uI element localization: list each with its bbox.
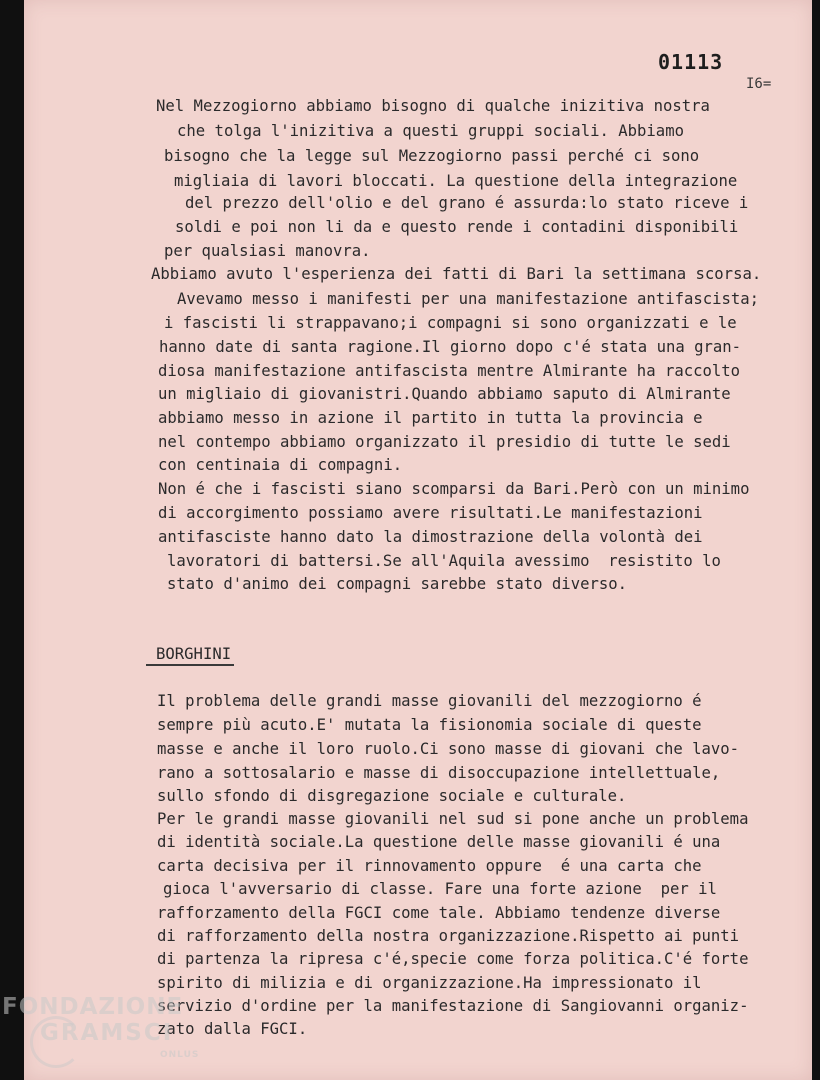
text-line: rano a sottosalario e masse di disoccupazione intellettuale, bbox=[157, 764, 721, 782]
text-line: sempre più acuto.E' mutata la fisionomia sociale di queste bbox=[157, 716, 702, 734]
typed-page bbox=[24, 0, 812, 1080]
text-line: bisogno che la legge sul Mezzogiorno passi perché ci sono bbox=[164, 147, 700, 165]
text-line: servizio d'ordine per la manifestazione di Sangiovanni organiz- bbox=[157, 997, 749, 1015]
text-line: Per le grandi masse giovanili nel sud si pone anche un problema bbox=[157, 810, 749, 828]
text-line: nel contempo abbiamo organizzato il presidio di tutte le sedi bbox=[158, 433, 731, 451]
text-line: spirito di milizia e di organizzazione.Ha impressionato il bbox=[157, 974, 702, 992]
text-line: i fascisti li strappavano;i compagni si sono organizzati e le bbox=[164, 314, 737, 332]
text-line: Nel Mezzogiorno abbiamo bisogno di qualche inizitiva nostra bbox=[156, 97, 710, 115]
text-line: carta decisiva per il rinnovamento oppure é una carta che bbox=[157, 857, 702, 875]
text-line: di identità sociale.La questione delle masse giovanili é una bbox=[157, 833, 721, 851]
speaker-heading: BORGHINI bbox=[156, 645, 232, 663]
text-line: migliaia di lavori bloccati. La questione della integrazione bbox=[174, 172, 738, 190]
text-line: Il problema delle grandi masse giovanili del mezzogiorno é bbox=[157, 692, 702, 710]
text-line: stato d'animo dei compagni sarebbe stato diverso. bbox=[167, 575, 628, 593]
text-line: diosa manifestazione antifascista mentre Almirante ha raccolto bbox=[158, 362, 741, 380]
text-line: per qualsiasi manovra. bbox=[164, 242, 371, 260]
archive-page-number: 01113 bbox=[658, 50, 724, 74]
text-line: lavoratori di battersi.Se all'Aquila avessimo resistito lo bbox=[167, 552, 721, 570]
text-line: di rafforzamento della nostra organizzazione.Rispetto ai punti bbox=[157, 927, 740, 945]
text-line: con centinaia di compagni. bbox=[158, 456, 403, 474]
text-line: zato dalla FGCI. bbox=[157, 1020, 308, 1038]
speaker-heading-underline bbox=[146, 664, 234, 666]
watermark-line-3: ONLUS bbox=[160, 1050, 200, 1060]
text-line: Avevamo messo i manifesti per una manifestazione antifascista; bbox=[177, 290, 760, 308]
text-line: rafforzamento della FGCI come tale. Abbiamo tendenze diverse bbox=[157, 904, 721, 922]
typed-page-mark: I6= bbox=[746, 76, 772, 92]
watermark-line-1: FONDAZIONE bbox=[2, 994, 184, 1020]
text-line: Non é che i fascisti siano scomparsi da Bari.Però con un minimo bbox=[158, 480, 750, 498]
text-line: masse e anche il loro ruolo.Ci sono masse di giovani che lavo- bbox=[157, 740, 740, 758]
text-line: sullo sfondo di disgregazione sociale e culturale. bbox=[157, 787, 627, 805]
text-line: Abbiamo avuto l'esperienza dei fatti di Bari la settimana scorsa. bbox=[151, 265, 762, 283]
text-line: che tolga l'inizitiva a questi gruppi sociali. Abbiamo bbox=[177, 122, 684, 140]
text-line: antifasciste hanno dato la dimostrazione della volontà dei bbox=[158, 528, 703, 546]
watermark-line-2: GRAMSCI bbox=[40, 1020, 174, 1046]
fondazione-gramsci-watermark bbox=[0, 990, 220, 1070]
text-line: hanno date di santa ragione.Il giorno dopo c'é stata una gran- bbox=[159, 338, 742, 356]
text-line: di accorgimento possiamo avere risultati.Le manifestazioni bbox=[158, 504, 703, 522]
text-line: un migliaio di giovanistri.Quando abbiamo saputo di Almirante bbox=[158, 385, 731, 403]
text-line: del prezzo dell'olio e del grano é assurda:lo stato riceve i bbox=[185, 194, 749, 212]
text-line: di partenza la ripresa c'é,specie come forza politica.C'é forte bbox=[157, 950, 749, 968]
text-line: abbiamo messo in azione il partito in tutta la provincia e bbox=[158, 409, 703, 427]
text-line: gioca l'avversario di classe. Fare una forte azione per il bbox=[163, 880, 717, 898]
text-line: soldi e poi non li da e questo rende i contadini disponibili bbox=[175, 218, 739, 236]
